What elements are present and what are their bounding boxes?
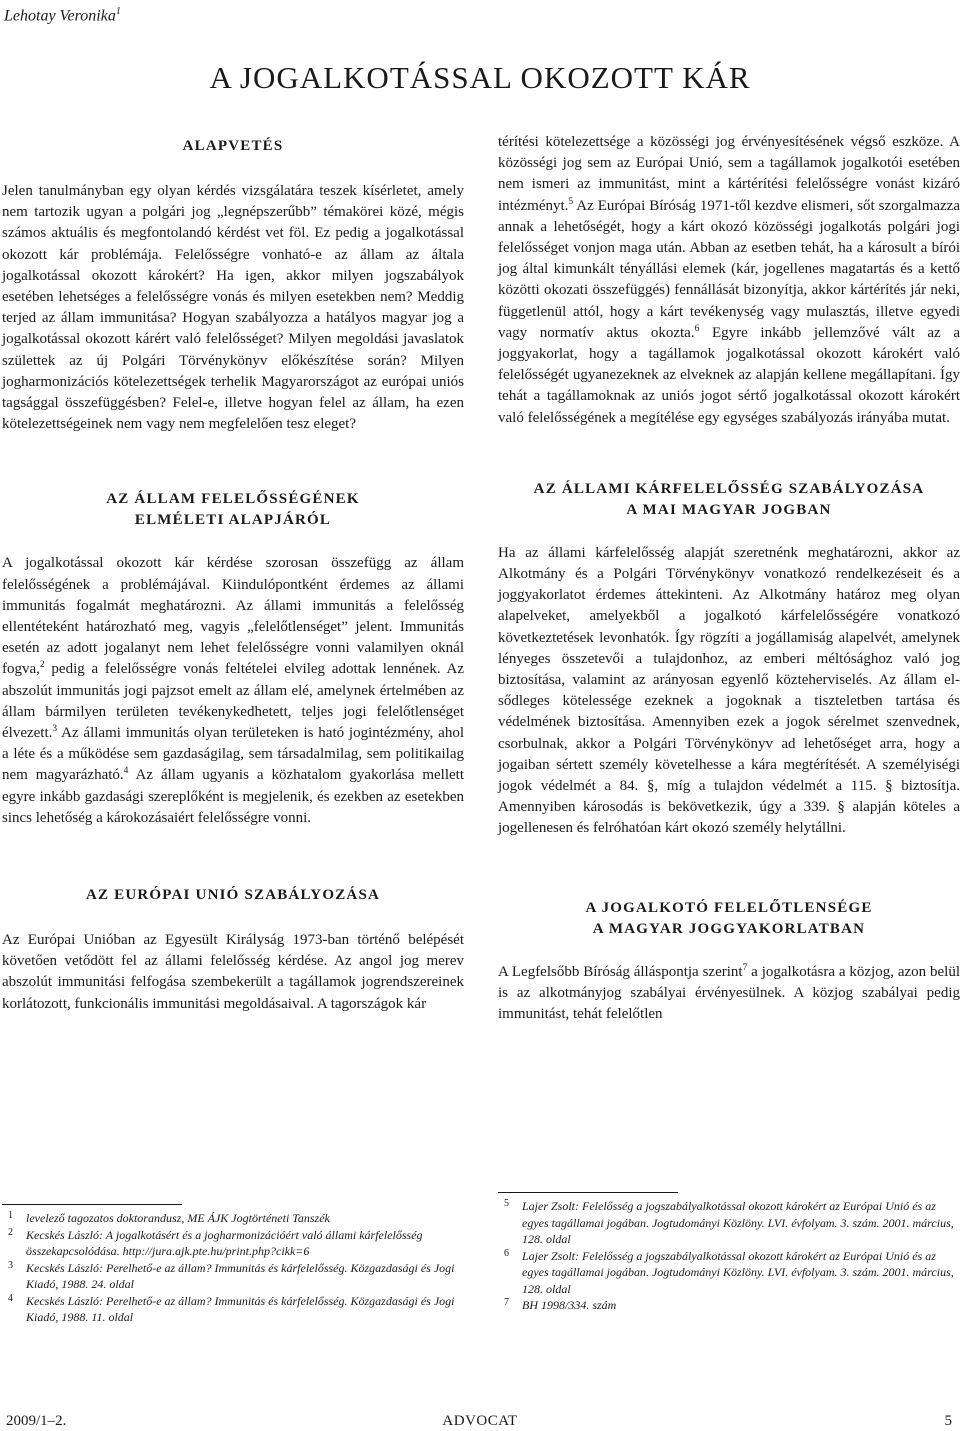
elmeleti-text-3: Az állami immunitás olyan területeken is ható jogintézmény, ahol a léte és a működése sem gazdaságilag, sem társadalmilag, sem politikailag nem magyarázható. — [2, 725, 464, 784]
footnote-ref-3: 3 — [52, 724, 58, 735]
heading-mai-line1: AZ ÁLLAMI KÁRFELELŐSSÉG SZABÁLYOZÁSA — [533, 480, 925, 497]
page-number: 5 — [944, 1413, 952, 1429]
footnote-4 — [2, 1293, 464, 1326]
heading-felelotlenseg-line1: A JOGALKOTÓ FELELŐTLENSÉGE — [585, 899, 873, 916]
footnote-ref-2: 2 — [39, 660, 45, 671]
issue-number: 2009/1–2. — [6, 1413, 67, 1429]
heading-mai — [498, 479, 960, 521]
eu-text-2: térítési kötelezettsége a közösségi jog érvényesítésének végső eszköze. A közösségi jog sem az Európai Unió, sem a tagállamok jogalkotói esetében nem ismeri az immunitást, mint a kártérítési felelősségre vonást kizáró intézményt. — [498, 134, 960, 214]
heading-alapvetes: ALAPVETÉS — [182, 138, 284, 154]
eu-text-3: Az Európai Bíróság 1971-től kezdve elismeri, sőt szorgalmazza annak a lehetőségét, hogy a kárt okozó közösségi jogalkotás polgári jogi felelősséget vonjon maga után. Abban az esetben tehát, ha a károsult a bírói jog által kimunkált tényállási elemek (kár, jogellenes magatartás és a kettő közötti okozati összefüggés) fennállását bizonyítja, akkor kártérítés jár neki, függetlenül attól, hogy a kárt tevékenység vagy mulasztás, illetve egyedi vagy normatív aktus okozta. — [498, 197, 960, 341]
footnote-ref-7: 7 — [742, 962, 748, 973]
author-name-text: Lehotay Veronika — [4, 7, 116, 25]
footnote-3-text: Kecskés László: Perelhető-e az állam? Immunitás és kárfelelősség. Közgazdasági és Jogi Kiadó, 1988. 24. oldal — [26, 1260, 455, 1291]
footnote-1-number: 1 — [8, 1210, 13, 1221]
felelotlenseg-text-2: a jogalkotásra a közjog, azon belül is az alkotmányjog szabályai érvényesülnek. A közjog szabályai pedig immunitást, tehát felelőtlen — [498, 963, 960, 1023]
footnote-2-number: 2 — [8, 1226, 13, 1238]
footnote-7-text: BH 1998/334. szám — [522, 1298, 617, 1312]
footnote-3 — [2, 1260, 464, 1293]
page-title: A JOGALKOTÁSSAL OKOZOTT KÁR — [209, 60, 751, 95]
footnote-7-number: 7 — [504, 1297, 509, 1308]
paragraph-eu-part2 — [498, 132, 960, 429]
footnote-2-text: Kecskés László: A jogalkotásért és a jogharmonizációért való állami kárfelelősség összekapcsolódása. http://jura.ajk.pte.hu/print.php?cikk=6 — [26, 1227, 423, 1258]
footnote-ref-5: 5 — [568, 196, 574, 207]
paragraph-eu-part1: Az Európai Unióban az Egyesült Királyság 1973-ban történő belépését követően vetődött fel az állami felelősség kérdése. Az angol jog merev abszolút immunitási felfogása szembekerült a tagállamok jogrendszereinek korlátozott, funkcionális immunitási megoldásaival. A tagországok kár — [2, 932, 464, 1012]
heading-elmeleti-line1: AZ ÁLLAM FELELŐSSÉGÉNEK — [106, 491, 360, 508]
elmeleti-text-1: A jogalkotással okozott kár kérdése szorosan összefügg az állam felelősségének a problémájával. Kiindulópontként érdemes az állami immunitás fogalmát meghatározni. Az állami immunitás a felelősség ellentéteként határozható meg, vagyis „felelőtlenséget” jelent. Immunitás esetén az adott jogalanyt nem lehet felelősségre vonni valamilyen oknál fogva, — [2, 555, 464, 678]
elmeleti-text-4: Az állam ugyanis a közhatalom gyakorlása mellett egyre inkább gazdasági szereplőként is megjelenik, és ezekben az esetekben sincs lehetőség a károkozásaiért felelősségre vonni. — [2, 767, 464, 826]
author-footnote-ref: 1 — [115, 6, 121, 17]
footnote-6-text: Lajer Zsolt: Felelősség a jogszabályalkotással okozott károkért az Európai Unió és az egyes tagállamai jogában. Jogtudományi Közlöny. LVI. évfolyam. 3. szám. 2001. március, 128. oldal — [522, 1248, 954, 1296]
heading-elmeleti-line2: ELMÉLETI ALAPJÁRÓL — [134, 512, 332, 529]
author-name — [4, 2, 121, 26]
elmeleti-text-2: pedig a felelősségre vonás feltételei elvileg adottak lennének. Az abszolút immunitás jogi pajzsot emelt az állam elé, amelynek értelmében az állam bármilyen területen tevékenykedhetett, teljes jogi felelőtlenséget élvezett. — [2, 661, 464, 742]
left-column — [2, 128, 464, 1015]
right-column — [498, 132, 960, 1025]
paragraph-mai: Ha az állami kárfelelősség alapját szeretnénk meghatározni, akkor az Alkotmány és a Polgári Törvénykönyv vonatkozó rendelkezéseit és a joggyakorlatot érdemes áttekinteni. Az Alkotmány határoz meg olyan alapelveket, amelyekből a jogalkotó kárfelelősségére vonatkozó következtetések levonhatók. Így rögzíti a jogállamiság alapelvét, amelynek lényeges összetevői a tulajdonhoz, az emberi méltósághoz való jog biztosítása, valamint az arányosan egyenlő közteherviselés. Az állam elsődleges kötelessége ezeknek a jogoknak a tiszteletben tartása és védelmének biztosítása. Amennyiben ezek a jogok sérelmet szenvednek, csorbulnak, akkor a Polgári Törvénykönyv ad lehetőséget arra, hogy a jogaiban sértett személy követelhesse a kára megtérítését. A személyiségi jogok védelmét a 84. §, míg a tulajdon védelmét a 115. § biztosítja. Amennyiben károsodás is bekövetkezik, úgy a 339. § alapján köteles a jogellenesen és felróhatóan kárt okozó személy helytállni. — [498, 544, 960, 837]
heading-elmeleti — [2, 489, 464, 531]
felelotlenseg-text-1: A Legfelsőbb Bíróság álláspontja szerint — [498, 963, 743, 980]
footnotes-right — [498, 1198, 960, 1314]
eu-text-4: Egyre inkább jellemzővé vált az a joggyakorlat, hogy a tagállamok jogalkotással okozott károkért való felelősségét ugyanezeknek az elveknek az alapján kellene megállapítani. Így tehát a tagállamoknak az uniós jogot sértő jogalkotással okozott károkért való felelősségének a megítélése egy egységes szabályozás irányába mutat. — [498, 324, 960, 426]
footnote-4-text: Kecskés László: Perelhető-e az állam? Immunitás és kárfelelősség. Közgazdasági és Jogi Kiadó, 1988. 11. oldal — [26, 1293, 455, 1324]
page-footer — [0, 1412, 960, 1431]
footnote-1-text: levelező tagozatos doktorandusz, ME ÁJK Jogtörténeti Tanszék — [26, 1211, 330, 1225]
footnote-7 — [498, 1297, 960, 1314]
footnote-5-text: Lajer Zsolt: Felelősség a jogszabályalkotással okozott károkért az Európai Unió és az egyes tagállamai jogában. Jogtudományi Közlöny. LVI. évfolyam. 3. szám. 2001. március, 128. oldal — [522, 1199, 954, 1246]
journal-name: ADVOCAT — [442, 1413, 518, 1429]
paragraph-felelotlenseg — [498, 962, 960, 1026]
footnote-5-number: 5 — [504, 1198, 509, 1209]
footnote-2 — [2, 1227, 464, 1260]
footnote-3-number: 3 — [8, 1259, 13, 1271]
footnote-ref-4: 4 — [123, 766, 129, 777]
footnote-ref-6: 6 — [694, 323, 700, 334]
footnote-divider-right — [498, 1192, 678, 1193]
heading-felelotlenseg — [498, 898, 960, 940]
paragraph-alapvetes: Jelen tanulmányban egy olyan kérdés vizsgálatára teszek kísérletet, amely nem tartozik ugyan a polgári jog „legnépszerűbb” témakörei közé, mégis számos aktuális és megfontolandó kérdést vet föl. Ez pedig a jogalkotással okozott kár problémája. Felelősségre vonható-e az állam az általa jogalkotással okozott károkért? Ha igen, akkor milyen jogszabályok esetében lehetséges a felelősségre vonás és milyen esetekben nem? Meddig terjed az állam immunitása? Hogyan szabályozza a hatályos magyar jog a jogalkotással okozott kárért való felelősséget? Milyen megoldási javaslatok születtek az új Polgári Törvénykönyv előkészítése során? Milyen jogharmonizációs kötelezettségek terhelik Magyarországot az európai uniós tagsággal összefüggésben? Felel-e, illetve hogyan felel az állam, ha ezen kötelezettségeinek nem vagy nem megfelelően tesz eleget? — [2, 183, 464, 433]
footnote-4-number: 4 — [8, 1292, 13, 1304]
heading-eu: AZ EURÓPAI UNIÓ SZABÁLYOZÁSA — [85, 887, 381, 904]
footnote-5 — [498, 1198, 960, 1248]
footnote-divider-left — [2, 1204, 182, 1205]
footnote-6 — [498, 1248, 960, 1298]
footnote-6-number: 6 — [504, 1247, 509, 1259]
paragraph-elmeleti — [2, 553, 464, 829]
footnotes-left — [2, 1210, 464, 1326]
heading-felelotlenseg-line2: A MAGYAR JOGGYAKORLATBAN — [592, 920, 866, 937]
footnote-1 — [2, 1210, 464, 1227]
heading-mai-line2: A MAI MAGYAR JOGBAN — [626, 501, 832, 518]
